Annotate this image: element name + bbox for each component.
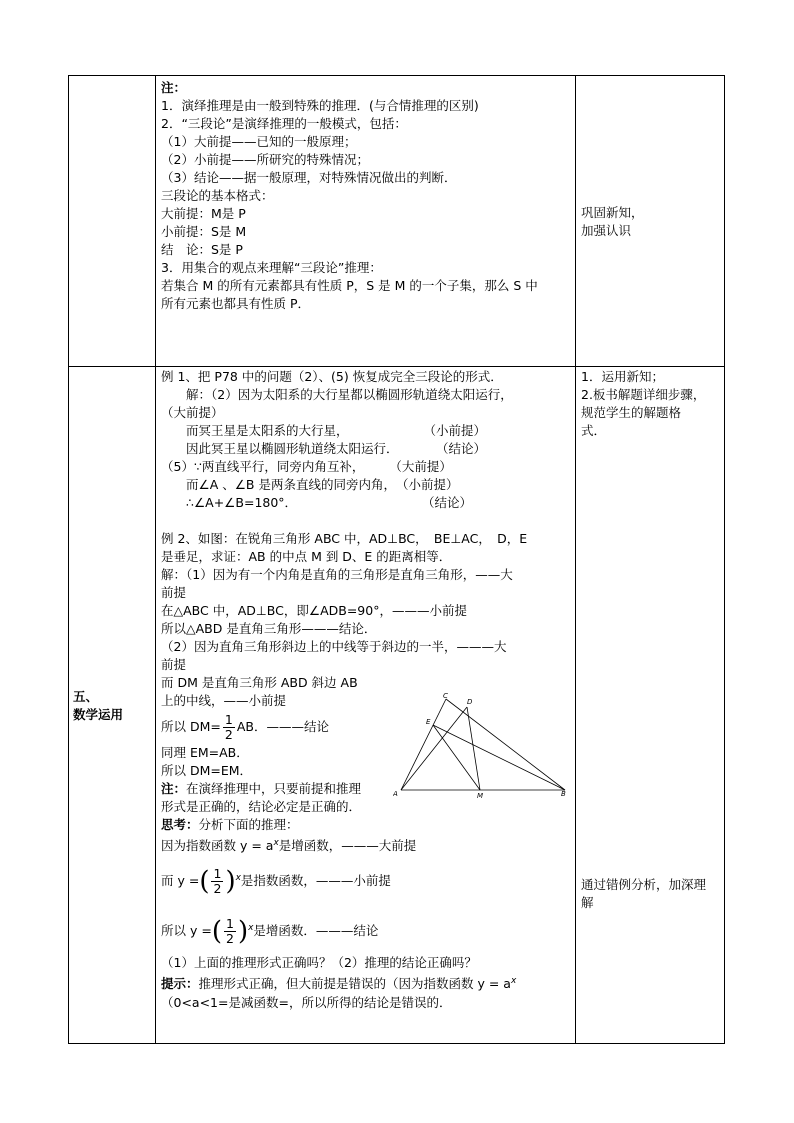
notes-line: 小前提：S是 M (161, 224, 247, 239)
notes-line: 3．用集合的观点来理解“三段论”推理： (161, 260, 382, 275)
exp-line-2-end: 是指数函数，———小前提 (240, 873, 391, 889)
altitude-ad (401, 707, 467, 790)
left-paren: ( (211, 916, 222, 947)
exponent: x (510, 976, 517, 987)
example1-title: 例 1、把 P78 中的问题（2）、(5) 恢复成完全三段论的形式． (161, 369, 503, 384)
remark-line: 通过错例分析，加深理 (581, 877, 707, 892)
notes-line: 2．“三段论”是演绎推理的一般模式，包括： (161, 116, 407, 131)
remark-line: 加强认识 (581, 223, 632, 238)
notes-heading: 注： (161, 80, 187, 95)
label-m: M (477, 792, 484, 800)
example2-line: 是垂足，求证：AB 的中点 M 到 D、E 的距离相等． (161, 549, 452, 564)
example2-line: （2）因为直角三角形斜边上的中线等于斜边的一半，———大 (161, 639, 507, 654)
notes-cell (161, 79, 573, 313)
remark-line: 1．运用新知； (581, 369, 664, 384)
triangle-figure (393, 690, 569, 804)
example1-line: 而冥王星是太阳系的大行星， （小前提） (161, 423, 487, 438)
fraction-one-half (224, 917, 236, 946)
section-number: 五、 (73, 689, 99, 704)
example2-line: 在△ABC 中，AD⊥BC，即∠ADB=90°，———小前提 (161, 603, 467, 618)
think-text: 分析下面的推理： (198, 817, 299, 832)
example1-line: （5）∵两直线平行，同旁内角互补， （大前提） (161, 459, 452, 474)
fraction-prefix: 所以 DM= (161, 719, 221, 734)
remark-line: 巩固新知， (581, 205, 644, 220)
exponent: x (235, 873, 241, 884)
example2-line: 同理 EM=AB． (161, 745, 249, 760)
exp-line-3-prefix: 所以 y = (161, 922, 212, 938)
label-c: C (443, 692, 448, 700)
side-ac (401, 699, 446, 790)
notes-line: 三段论的基本格式： (161, 188, 274, 203)
exp-line-1 (161, 834, 573, 855)
remark-line: 式． (581, 423, 607, 438)
think-line (161, 816, 573, 834)
note-paragraph (161, 780, 373, 816)
exponent: x (273, 838, 279, 848)
label-a: A (393, 790, 398, 798)
example2-title: 例 2、如图：在锐角三角形 ABC 中，AD⊥BC， BE⊥AC， D，E (161, 531, 528, 546)
notes-line: 大前提：M是 P (161, 206, 246, 221)
remark-line: 2.板书解题详细步骤， (581, 387, 706, 402)
side-cb (446, 699, 565, 790)
column-divider-1 (155, 76, 156, 1043)
exp-line-2 (161, 855, 573, 905)
notes-line: （2）小前提——所研究的特殊情况； (161, 152, 369, 167)
row2-remarks-1 (581, 368, 723, 440)
lesson-table (68, 75, 725, 1044)
fraction-denominator: 2 (213, 881, 222, 897)
think-label: 思考： (161, 817, 199, 832)
hint-line-2: （0<a<1=是减函数=，所以所得的结论是错误的． (161, 994, 452, 1010)
example1-line: 因此冥王星以椭圆形轨道绕太阳运行． （结论） (161, 441, 487, 456)
label-e: E (426, 718, 431, 726)
remark-line: 规范学生的解题格 (581, 405, 682, 420)
fraction-one-half (211, 867, 223, 896)
exp-line-1-end: 是增函数，———大前提 (278, 838, 417, 854)
column-divider-2 (575, 76, 576, 1043)
hint-line (161, 972, 573, 993)
exponent: x (248, 922, 254, 933)
altitude-be (433, 725, 565, 790)
section-title (73, 688, 153, 724)
question-line: （1）上面的推理形式正确吗？（2）推理的结论正确吗？ (161, 955, 477, 971)
notes-line: （3）结论——据一般原理，对特殊情况做出的判断． (161, 170, 457, 185)
note-text: 在演绎推理中，只要前提和推理形式是正确的，结论必定是正确的． (161, 781, 362, 814)
fraction-denominator: 2 (224, 727, 233, 742)
example1-line: ∴∠A+∠B=180°． （结论） (161, 495, 473, 510)
example2-line: 前提 (161, 657, 187, 672)
fraction-numerator: 1 (213, 866, 222, 882)
segment-dm (467, 707, 480, 790)
note-label: 注： (161, 781, 187, 796)
example2-line: 前提 (161, 585, 187, 600)
example1-line: （大前提） (161, 405, 224, 420)
hint-label: 提示： (161, 976, 199, 992)
label-b: B (561, 790, 566, 798)
notes-line: （1）大前提——已知的一般原理； (161, 134, 357, 149)
fraction-denominator: 2 (225, 930, 234, 946)
row2-remarks-2 (581, 876, 723, 912)
exp-line-3-end: 是增函数．———结论 (253, 922, 379, 938)
spacer (161, 512, 573, 530)
notes-line: 结 论：S是 P (161, 242, 243, 257)
example2-line: 上的中线，——小前提 (161, 693, 287, 708)
fraction-numerator: 1 (224, 712, 233, 727)
row1-remarks (581, 204, 721, 240)
notes-line: 1．演绎推理是由一般到特殊的推理．(与合情推理的区别) (161, 98, 479, 113)
right-paren: ) (237, 916, 249, 947)
segment-em (433, 725, 480, 790)
fraction-numerator: 1 (225, 915, 234, 931)
exp-line-2-prefix: 而 y = (161, 873, 200, 889)
notes-line: 若集合 M 的所有元素都具有性质 P，S 是 M 的一个子集，那么 S 中 (161, 278, 538, 293)
label-d: D (467, 698, 473, 706)
example2-line: 而 DM 是直角三角形 ABD 斜边 AB (161, 675, 358, 690)
remark-line: 解 (581, 895, 594, 910)
fraction-one-half (223, 713, 235, 742)
right-paren: ) (225, 866, 236, 897)
exp-line-1-text: 因为指数函数 y = a (161, 838, 274, 854)
exp-line-3 (161, 905, 573, 955)
section-name: 数学运用 (73, 707, 124, 722)
hint-text: 推理形式正确，但大前提是错误的（因为指数函数 y = a (198, 976, 511, 992)
left-paren: ( (199, 866, 210, 897)
example2-line: 所以△ABD 是直角三角形———结论． (161, 621, 377, 636)
example1-line: 而∠A 、∠B 是两条直线的同旁内角， （小前提） (161, 477, 459, 492)
example1-line: 解：（2）因为太阳系的大行星都以椭圆形轨道绕太阳运行， (161, 387, 513, 402)
example2-line: 解：（1）因为有一个内角是直角的三角形是直角三角形，——大 (161, 567, 513, 582)
row-divider (69, 366, 724, 367)
notes-line: 所有元素也都具有性质 P． (161, 296, 311, 311)
example2-line: 所以 DM=EM． (161, 763, 253, 778)
fraction-suffix: AB．———结论 (236, 719, 329, 734)
